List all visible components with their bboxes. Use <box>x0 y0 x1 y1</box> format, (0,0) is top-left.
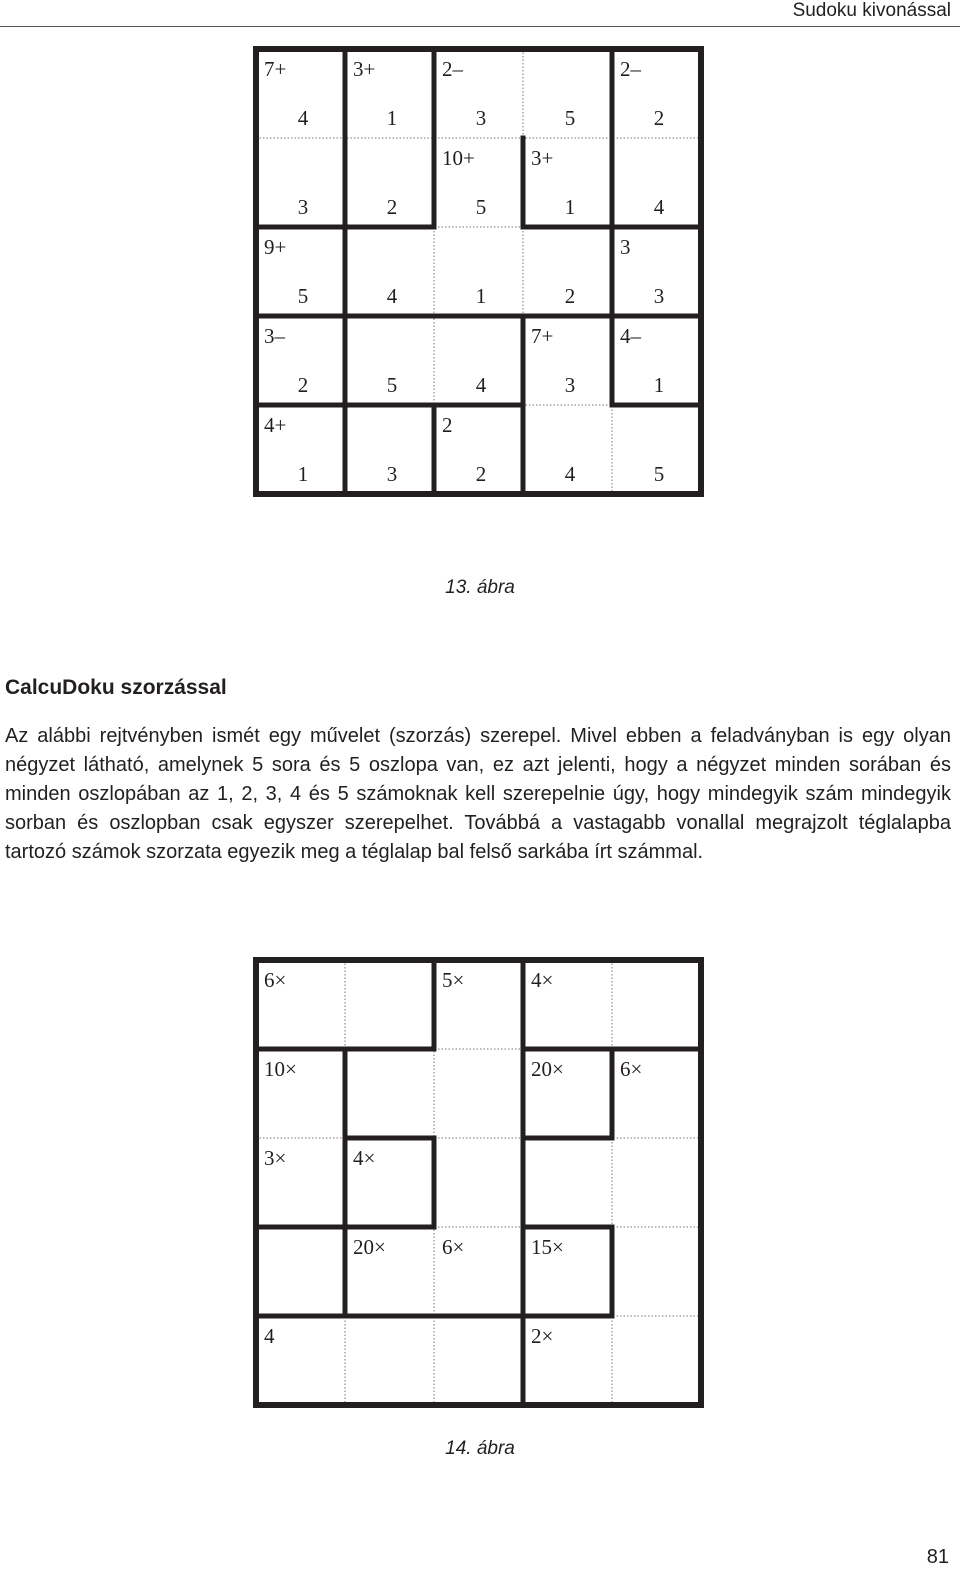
figure-14-caption: 14. ábra <box>445 1438 515 1459</box>
cage-clue: 20× <box>353 1235 386 1259</box>
figure-13-caption: 13. ábra <box>445 577 515 598</box>
cage-clue: 3+ <box>531 146 554 170</box>
cell-value: 4 <box>564 462 576 486</box>
cell-value: 4 <box>297 106 309 130</box>
cell-value: 4 <box>653 195 665 219</box>
cage-clue: 15× <box>531 1235 564 1259</box>
grid-outer-border <box>256 960 701 1405</box>
cage-clue: 4+ <box>264 413 287 437</box>
cage-clue: 4– <box>620 324 641 348</box>
cage-clue: 4 <box>264 1324 275 1348</box>
cage-clue: 9+ <box>264 235 287 259</box>
cell-value: 3 <box>653 284 665 308</box>
cell-value: 4 <box>386 284 398 308</box>
cage-clue: 2× <box>531 1324 554 1348</box>
cage-clue: 10× <box>264 1057 297 1081</box>
cage-clue: 5× <box>442 968 465 992</box>
cage-clue: 2 <box>442 413 453 437</box>
cell-value: 4 <box>475 373 487 397</box>
cage-clue: 3+ <box>353 57 376 81</box>
cell-value: 2 <box>297 373 309 397</box>
cage-clue: 7+ <box>531 324 554 348</box>
cage-clue: 6× <box>620 1057 643 1081</box>
cage-clue: 6× <box>264 968 287 992</box>
cell-value: 5 <box>653 462 665 486</box>
cage-clue: 4× <box>531 968 554 992</box>
cage-clue: 2– <box>620 57 641 81</box>
running-title: Sudoku kivonással <box>792 0 951 21</box>
cell-value: 2 <box>475 462 487 486</box>
calcudoku-multiplication-grid <box>252 956 705 1409</box>
cage-clue: 3× <box>264 1146 287 1170</box>
section-paragraph: Az alábbi rejtvényben ismét egy művelet (szorzás) szerepel. Mivel ebben a feladványban is egy olyan négyzet látható, amelynek 5 sora és 5 oszlopa van, ez azt jelenti, hogy a négyzet minden sorában és minden oszlopában az 1, 2, 3, 4 és 5 számoknak kell szerepelnie úgy, hogy mindegyik szám mindegyik sorban és oszlopban csak egyszer szerepelhet. Továbbá a vastagabb vonallal megrajzolt téglalapba tartozó számok szorzata egyezik meg a téglalap bal felső sarkába írt számmal. <box>5 725 951 863</box>
cell-value: 1 <box>297 462 309 486</box>
cell-value: 1 <box>386 106 398 130</box>
cage-clue: 10+ <box>442 146 475 170</box>
section-title: CalcuDoku szorzással <box>5 676 227 699</box>
cell-value: 3 <box>386 462 398 486</box>
cage-clue: 2– <box>442 57 463 81</box>
cage-clue: 7+ <box>264 57 287 81</box>
cell-value: 1 <box>653 373 665 397</box>
cell-value: 5 <box>564 106 576 130</box>
cell-value: 5 <box>386 373 398 397</box>
cage-clue: 3– <box>264 324 285 348</box>
cell-value: 5 <box>475 195 487 219</box>
cell-value: 1 <box>564 195 576 219</box>
cell-value: 2 <box>653 106 665 130</box>
cage-clue: 6× <box>442 1235 465 1259</box>
cell-value: 5 <box>297 284 309 308</box>
grid-svg <box>252 45 705 498</box>
cell-value: 3 <box>564 373 576 397</box>
page-number: 81 <box>926 1546 949 1568</box>
cage-clue: 20× <box>531 1057 564 1081</box>
cage-clue: 3 <box>620 235 631 259</box>
grid-svg <box>252 956 705 1409</box>
page-header <box>0 0 960 27</box>
sudoku-subtraction-grid <box>252 45 705 498</box>
cell-value: 3 <box>475 106 487 130</box>
cell-value: 2 <box>564 284 576 308</box>
cell-value: 3 <box>297 195 309 219</box>
cell-value: 2 <box>386 195 398 219</box>
cell-value: 1 <box>475 284 487 308</box>
header-rule <box>0 26 960 27</box>
cage-clue: 4× <box>353 1146 376 1170</box>
